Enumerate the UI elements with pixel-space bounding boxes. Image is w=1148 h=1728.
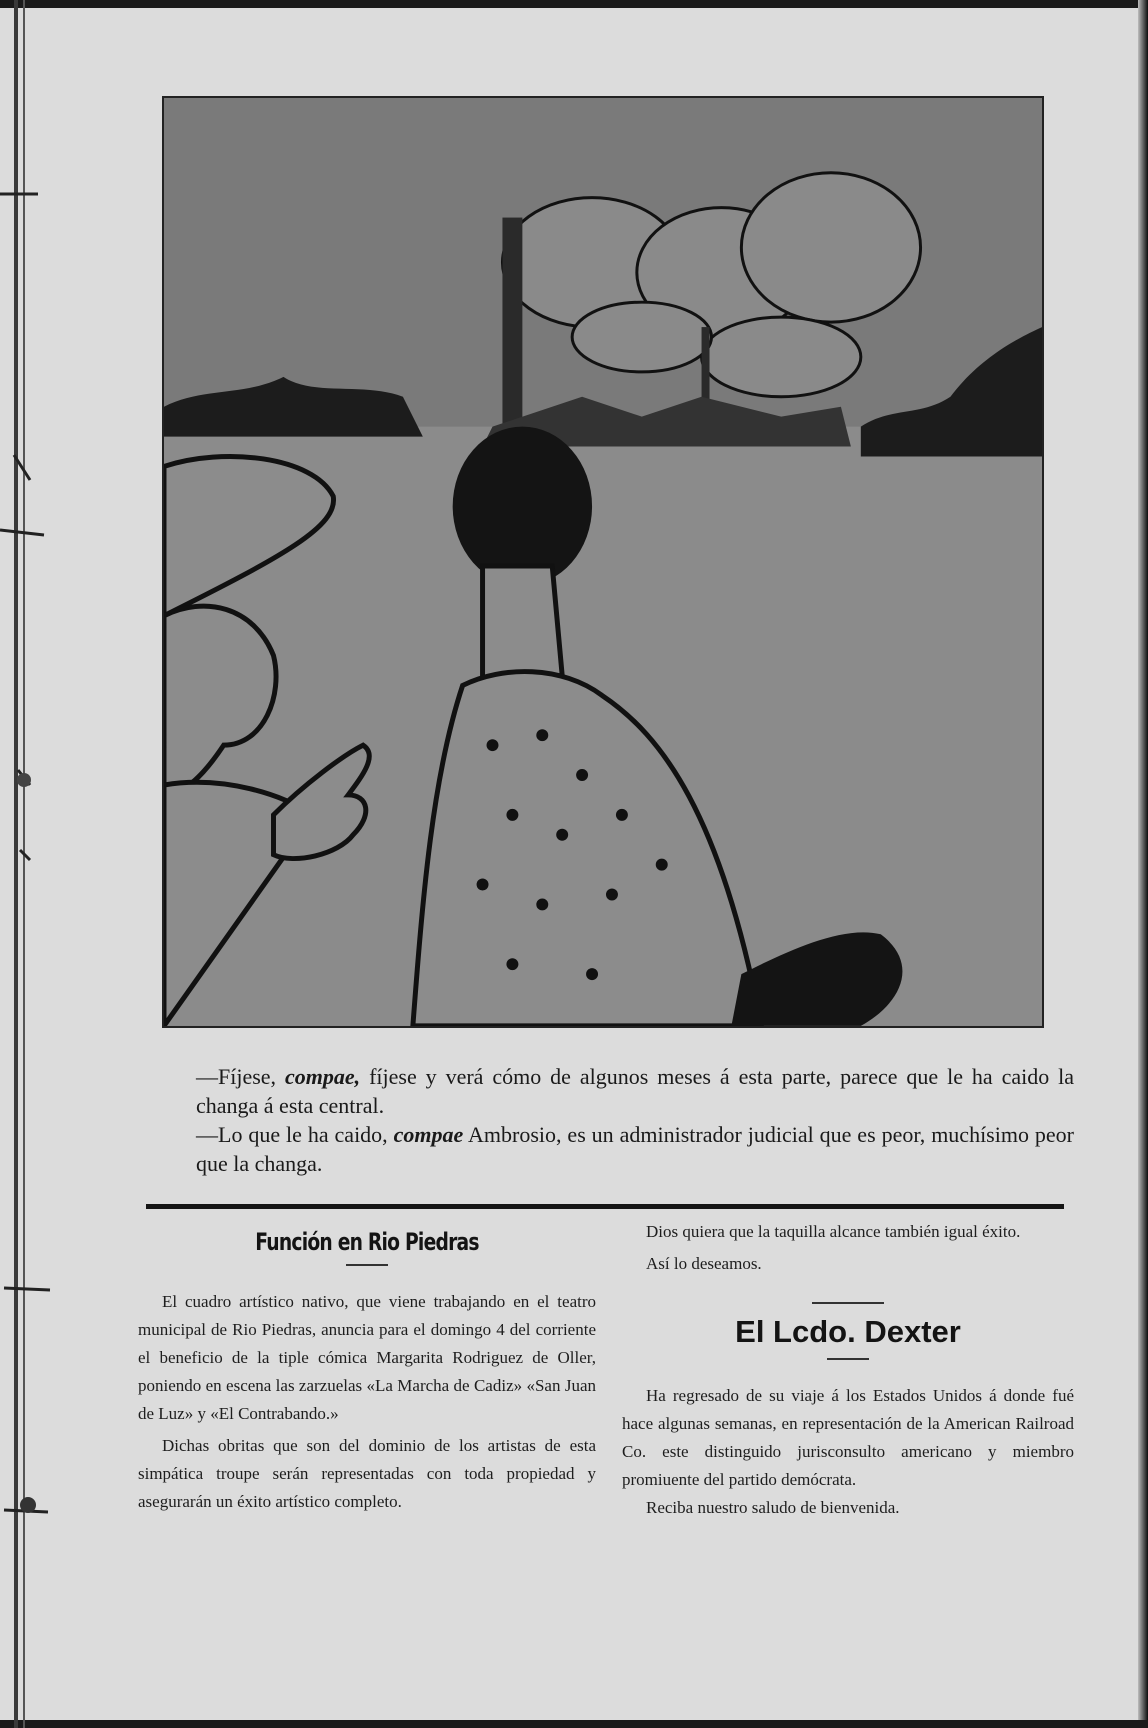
- article-paragraph: Dios quiera que la taquilla alcance también igual éxito.: [646, 1222, 1021, 1241]
- article-title-dexter: El Lcdo. Dexter: [735, 1314, 961, 1349]
- article-paragraph: El cuadro artístico nativo, que viene trabajando en el teatro municipal de Rio Piedras, anuncia para el domingo 4 del corriente el beneficio de la tiple cómica Margarita Rodriguez de Oller, poniendo en escena las zarzuelas «La Marcha de Cadiz» «San Juan de Luz» y «El Contrabando.»: [138, 1292, 596, 1423]
- article-paragraph: Reciba nuestro saludo de bienvenida.: [646, 1498, 900, 1517]
- article-paragraph: Dichas obritas que son del dominio de los artistas de esta simpática troupe serán representadas con toda propiedad y asegurarán un éxito artístico completo.: [138, 1436, 596, 1511]
- caption-line-1: —Fíjese, compae, fíjese y verá cómo de algunos meses á esta parte, parece que le ha caido la changa á esta central.: [196, 1064, 1075, 1118]
- section-rule: [812, 1302, 884, 1304]
- binding-thread: [0, 0, 60, 1728]
- title-rule: [346, 1264, 388, 1266]
- article-paragraph: Así lo deseamos.: [646, 1254, 762, 1273]
- cartoon-illustration: [162, 96, 1044, 1028]
- article-paragraph: Ha regresado de su viaje á los Estados Unidos á donde fué hace algunas semanas, en representación de la American Railroad Co. este distinguido jurisconsulto americano y miembro promiuente del partido demócrata.: [622, 1386, 1074, 1489]
- cartoon-drawing: [164, 98, 1042, 1026]
- page-edge-bottom: [0, 1720, 1148, 1728]
- caption-line-2: —Lo que le ha caido, compae Ambrosio, es un administrador judicial que es peor, muchísimo peor que la changa.: [196, 1122, 1074, 1176]
- left-column: [138, 1218, 596, 1516]
- page-edge-right: [1138, 0, 1148, 1728]
- article-title-funcion: Función en Rio Piedras: [255, 1228, 479, 1256]
- cartoon-caption: [138, 1062, 1074, 1178]
- section-divider: [146, 1204, 1064, 1209]
- page-edge-top: [0, 0, 1148, 8]
- right-column: [622, 1218, 1074, 1522]
- title-rule: [827, 1358, 869, 1360]
